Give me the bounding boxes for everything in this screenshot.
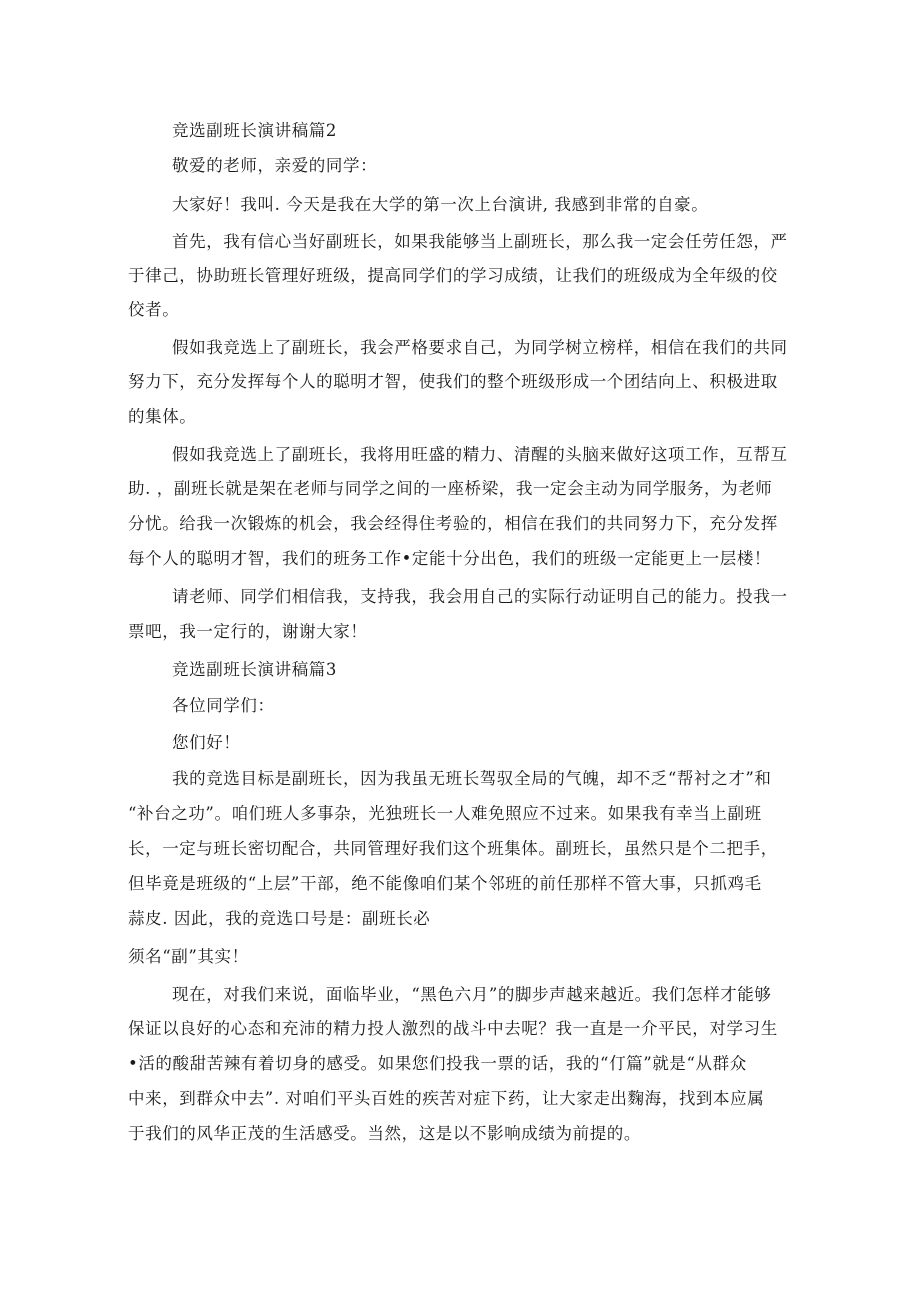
greeting: 大家好！我叫. 今天是我在大学的第一次上台演讲, 我感到非常的自豪。 <box>172 195 709 214</box>
paragraph-line: 假如我竞选上了副班长，我将用旺盛的精力、清醒的头脑来做好这项工作，互帮互 <box>172 445 788 464</box>
paragraph-line: 中来，到群众中去”. 对咱们平头百姓的疾苦对症下药，让大家走出麴海，找到本应属 <box>128 1089 765 1108</box>
paragraph-line: 蒜皮. 因此，我的竞选口号是：副班长必 <box>128 909 431 928</box>
paragraph-line: 首先，我有信心当好副班长，如果我能够当上副班长，那么我一定会任劳任怨，严 <box>172 232 788 251</box>
salutation: 敬爱的老师，亲爱的同学： <box>172 156 378 175</box>
paragraph-line: 但毕竟是班级的“上层”干部，绝不能像咱们某个邻班的前任那样不管大事，只抓鸡毛 <box>128 874 762 893</box>
paragraph-line: 于我们的风华正茂的生活感受。当然，这是以不影响成绩为前提的。 <box>128 1124 641 1143</box>
paragraph-line: 现在，对我们来说，面临毕业，“黑色六月”的脚步声越来越近。我们怎样才能够 <box>172 985 772 1004</box>
paragraph-line: 请老师、同学们相信我，支持我，我会用自己的实际行动证明自己的能力。投我一 <box>172 587 788 606</box>
paragraph-line: 假如我竞选上了副班长，我会严格要求自己，为同学树立榜样，相信在我们的共同 <box>172 338 788 357</box>
paragraph-line: 努力下，充分发挥每个人的聪明才智，使我们的整个班级形成一个团结向上、积极进取 <box>128 372 778 391</box>
paragraph-line: 佼者。 <box>128 300 180 319</box>
section-title: 竞选副班长演讲稿篇2 <box>172 121 337 140</box>
paragraph-line: 于律己，协助班长管理好班级，提高同学们的学习成绩，让我们的班级成为全年级的佼 <box>128 266 778 285</box>
salutation: 各位同学们： <box>172 696 275 715</box>
paragraph-line: 长，一定与班长密切配合，共同管理好我们这个班集体。副班长，虽然只是个二把手， <box>128 839 778 858</box>
paragraph-line: 我的竞选目标是副班长，因为我虽无班长驾驭全局的气魄，却不乏“帮衬之才”和 <box>172 769 772 788</box>
paragraph-line: •活的酸甜苦辣有着切身的感受。如果您们投我一票的话，我的“仃篇”就是“从群众 <box>128 1054 747 1073</box>
paragraph-line: 分忧。给我一次锻炼的机会，我会经得住考验的，相信在我们的共同努力下，充分发挥 <box>128 514 778 533</box>
greeting: 您们好！ <box>172 733 241 752</box>
paragraph-line: 保证以良好的心态和充沛的精力投人激烈的战斗中去呢？我一直是一介平民，对学习生 <box>128 1019 778 1038</box>
paragraph-line: “补台之功”。咱们班人多事杂，光独班长一人难免照应不过来。如果我有幸当上副班 <box>128 804 762 823</box>
paragraph-line: 的集体。 <box>128 407 197 426</box>
paragraph-line: 票吧，我一定行的，谢谢大家！ <box>128 622 368 641</box>
paragraph-line: 助. ，副班长就是架在老师与同学之间的一座桥梁，我一定会主动为同学服务，为老师 <box>128 479 773 498</box>
paragraph-line: 每个人的聪明才智，我们的班务工作•定能十分出色，我们的班级一定能更上一层楼！ <box>128 549 772 568</box>
section-title: 竞选副班长演讲稿篇3 <box>172 660 337 679</box>
paragraph-line: 须名“副”其实！ <box>128 947 249 966</box>
